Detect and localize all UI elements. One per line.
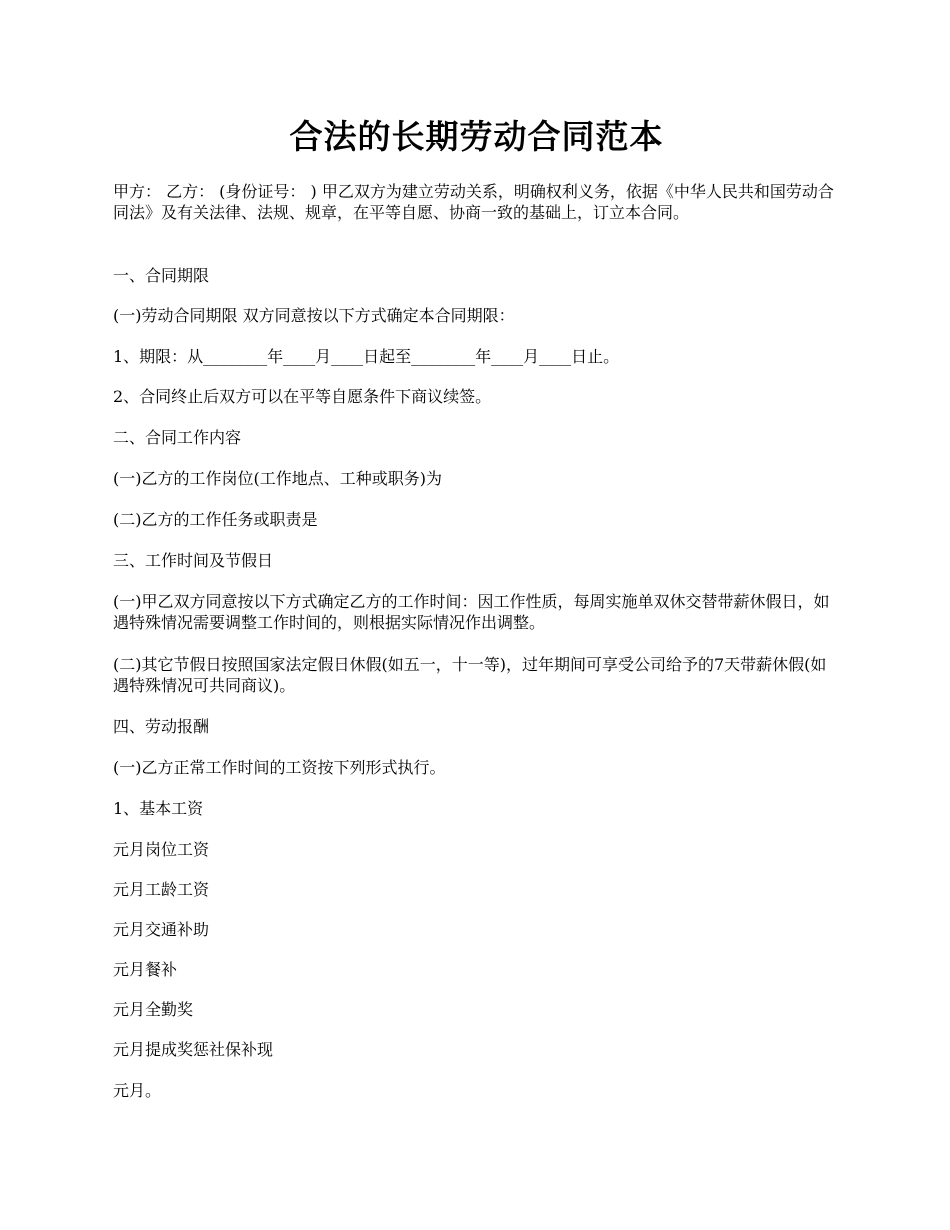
clause-working-hours: (一)甲乙双方同意按以下方式确定乙方的工作时间：因工作性质，每周实施单双休交替带薪休假日，如遇特殊情况需要调整工作时间的，则根据实际情况作出调整。	[113, 592, 830, 632]
clause-term-type: (一)劳动合同期限 双方同意按以下方式确定本合同期限：	[113, 306, 515, 325]
clause-position: (一)乙方的工作岗位(工作地点、工种或职务)为	[113, 469, 442, 488]
pay-item-end: 元月。	[113, 1081, 162, 1100]
pay-item-post: 元月岗位工资	[113, 840, 210, 859]
section-heading-pay: 四、劳动报酬	[113, 717, 210, 736]
pay-item-commission: 元月提成奖惩社保补现	[113, 1040, 274, 1059]
pay-item-seniority: 元月工龄工资	[113, 880, 210, 899]
clause-duties: (二)乙方的工作任务或职责是	[113, 510, 318, 529]
section-heading-hours: 三、工作时间及节假日	[113, 551, 274, 570]
clause-pay-form: (一)乙方正常工作时间的工资按下列形式执行。	[113, 758, 446, 777]
pay-item-attendance: 元月全勤奖	[113, 1000, 194, 1019]
clause-holidays: (二)其它节假日按照国家法定假日休假(如五一，十一等)，过年期间可享受公司给予的7天带薪休假(如遇特殊情况可共同商议)。	[113, 655, 827, 695]
document-title: 合法的长期劳动合同范本	[289, 117, 664, 156]
pay-item-transport: 元月交通补助	[113, 920, 210, 939]
intro-paragraph: 甲方： 乙方： (身份证号： ) 甲乙双方为建立劳动关系，明确权利义务，依据《中华人民共和国劳动合同法》及有关法律、法规、规章，在平等自愿、协商一致的基础上，订立本合同。	[113, 182, 834, 222]
section-heading-work: 二、合同工作内容	[113, 428, 242, 447]
pay-item-meal: 元月餐补	[113, 960, 178, 979]
clause-renewal: 2、合同终止后双方可以在平等自愿条件下商议续签。	[113, 387, 492, 406]
pay-item-basic: 1、基本工资	[113, 799, 204, 818]
clause-term-period: 1、期限：从________年____月____日起至________年____月____日止。	[113, 347, 620, 366]
section-heading-term: 一、合同期限	[113, 266, 210, 285]
